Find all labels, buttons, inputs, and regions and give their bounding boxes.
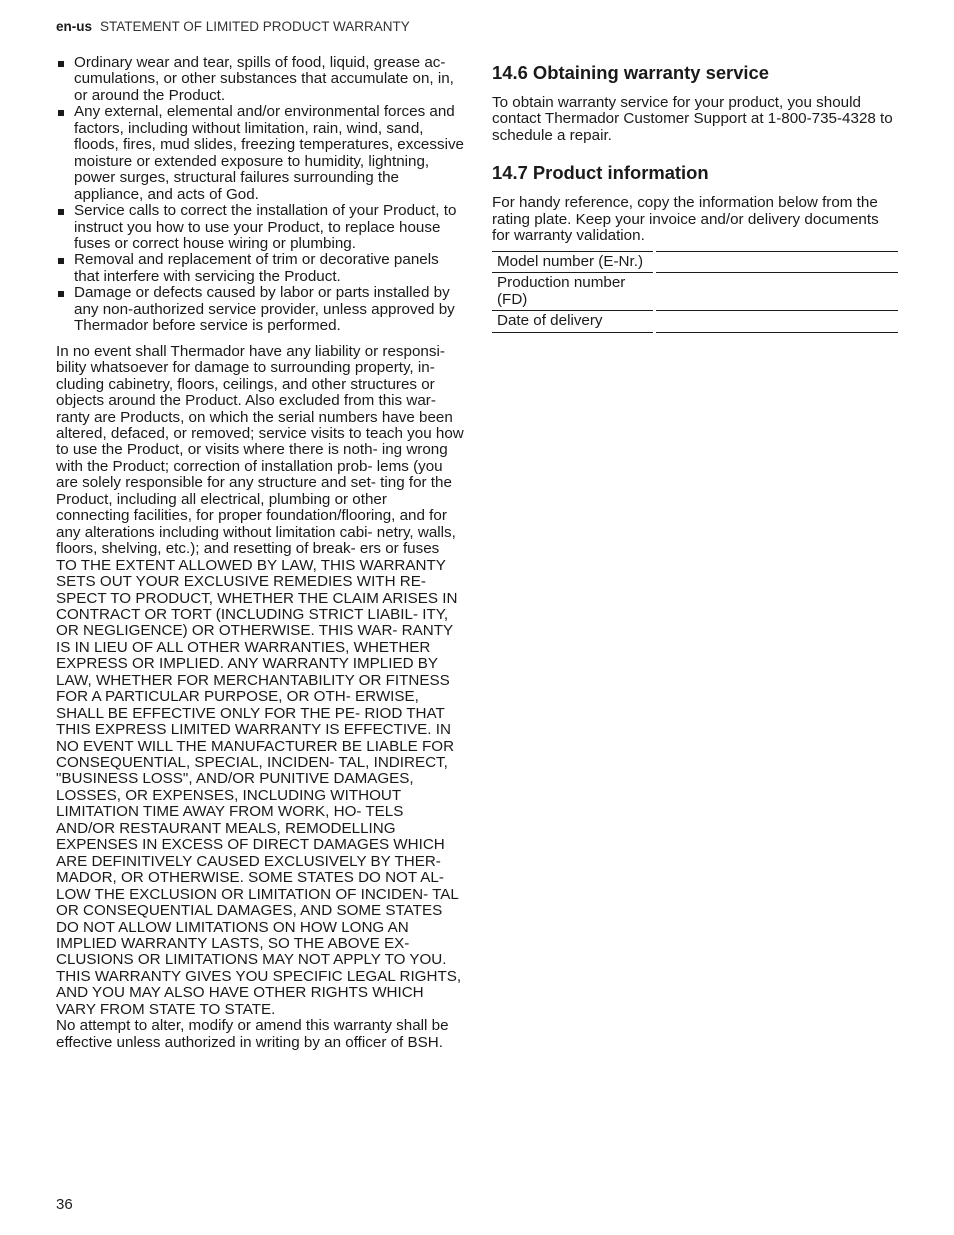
table-row: [492, 251, 898, 272]
liability-paragraph: In no event shall Thermador have any liability or responsi- bility whatsoever for damage to surrounding property, in- cluding cabinetry, floors, ceilings, and other structures or objects around the Product. Also excluded from this war- ranty are Products, on which the serial numbers have been altered, defaced, or removed; service visits to teach you how to use the Product, or visits where there is noth- ing wrong with the Product; correction of installation prob- lems (you are solely responsible for any structure and set- ting for the Product, including all electrical, plumbing or other connecting facilities, for proper foundation/flooring, and for any alterations including without limitation cabi- netry, walls, floors, shelving, etc.); and resetting of break- ers or fuses: [56, 342, 464, 558]
list-item: Removal and replacement of trim or decorative panels that interfere with servicing the Product.: [56, 252, 464, 285]
page-header: [56, 19, 410, 34]
table-value-field[interactable]: [655, 311, 899, 332]
language-code: en-us: [56, 19, 93, 34]
table-row: [492, 311, 898, 332]
list-item: Ordinary wear and tear, spills of food, liquid, grease ac- cumulations, or other substances that accumulate on, in, or around the Product.: [56, 55, 464, 104]
table-value-field[interactable]: [655, 251, 899, 272]
list-item: Service calls to correct the installation of your Product, to instruct you how to use your Product, to replace house fuses or correct house wiring or plumbing.: [56, 203, 464, 252]
table-label: Production number (FD): [492, 273, 655, 311]
section-heading-product-info: 14.7 Product information: [492, 162, 709, 184]
right-column: [492, 62, 898, 333]
list-item: Any external, elemental and/or environmental forces and factors, including without limitation, rain, wind, sand, floods, fires, mud slides, freezing temperatures, excessive moisture or extended exposure to humidity, lightning, power surges, structural failures surrounding the appliance, and acts of God.: [56, 104, 464, 203]
product-info-table: [492, 251, 898, 333]
amendment-paragraph: No attempt to alter, modify or amend this warranty shall be effective unless authorized in writing by an officer of BSH.: [56, 1017, 449, 1051]
product-info-text: For handy reference, copy the information below from the rating plate. Keep your invoice and/or delivery documents for warranty validation.: [492, 194, 879, 245]
left-column: [56, 55, 464, 1051]
legal-disclaimer-paragraph: TO THE EXTENT ALLOWED BY LAW, THIS WARRANTY SETS OUT YOUR EXCLUSIVE REMEDIES WITH RE- SPECT TO PRODUCT, WHETHER THE CLAIM ARISES IN CONTRACT OR TORT (INCLUDING STRICT LIABIL- ITY, OR NEGLIGENCE) OR OTHERWISE. THIS WAR- RANTY IS IN LIEU OF ALL OTHER WARRANTIES, WHETHER EXPRESS OR IMPLIED. ANY WARRANTY IMPLIED BY LAW, WHETHER FOR MERCHANTABILITY OR FITNESS FOR A PARTICULAR PURPOSE, OR OTH- ERWISE, SHALL BE EFFECTIVE ONLY FOR THE PE- RIOD THAT THIS EXPRESS LIMITED WARRANTY IS EFFECTIVE. IN NO EVENT WILL THE MANUFACTURER BE LIABLE FOR CONSEQUENTIAL, SPECIAL, INCIDEN- TAL, INDIRECT, "BUSINESS LOSS", AND/OR PUNITIVE DAMAGES, LOSSES, OR EXPENSES, INCLUDING WITHOUT LIMITATION TIME AWAY FROM WORK, HO- TELS AND/OR RESTAURANT MEALS, REMODELLING EXPENSES IN EXCESS OF DIRECT DAMAGES WHICH ARE DEFINITIVELY CAUSED EXCLUSIVELY BY THER- MADOR, OR OTHERWISE. SOME STATES DO NOT AL- LOW THE EXCLUSION OR LIMITATION OF INCIDEN- TAL OR CONSEQUENTIAL DAMAGES, AND SOME STATES DO NOT ALLOW LIMITATIONS ON HOW LONG AN IMPLIED WARRANTY LASTS, SO THE ABOVE EX- CLUSIONS OR LIMITATIONS MAY NOT APPLY TO YOU. THIS WARRANTY GIVES YOU SPECIFIC LEGAL RIGHTS, AND YOU MAY ALSO HAVE OTHER RIGHTS WHICH VARY FROM STATE TO STATE.: [56, 556, 462, 1018]
warranty-service-text: To obtain warranty service for your product, you should contact Thermador Customer Support at 1-800-735-4328 to schedule a repair.: [492, 94, 893, 144]
list-item: Damage or defects caused by labor or parts installed by any non-authorized service provider, unless approved by Thermador before service is performed.: [56, 285, 464, 334]
table-label: Date of delivery: [492, 311, 655, 332]
table-row: [492, 273, 898, 311]
section-heading-warranty-service: 14.6 Obtaining warranty service: [492, 62, 770, 83]
table-value-field[interactable]: [655, 273, 899, 311]
exclusion-list: [56, 55, 464, 335]
header-title: STATEMENT OF LIMITED PRODUCT WARRANTY: [100, 19, 410, 34]
table-label: Model number (E-Nr.): [492, 251, 655, 272]
page-number: 36: [56, 1196, 73, 1213]
